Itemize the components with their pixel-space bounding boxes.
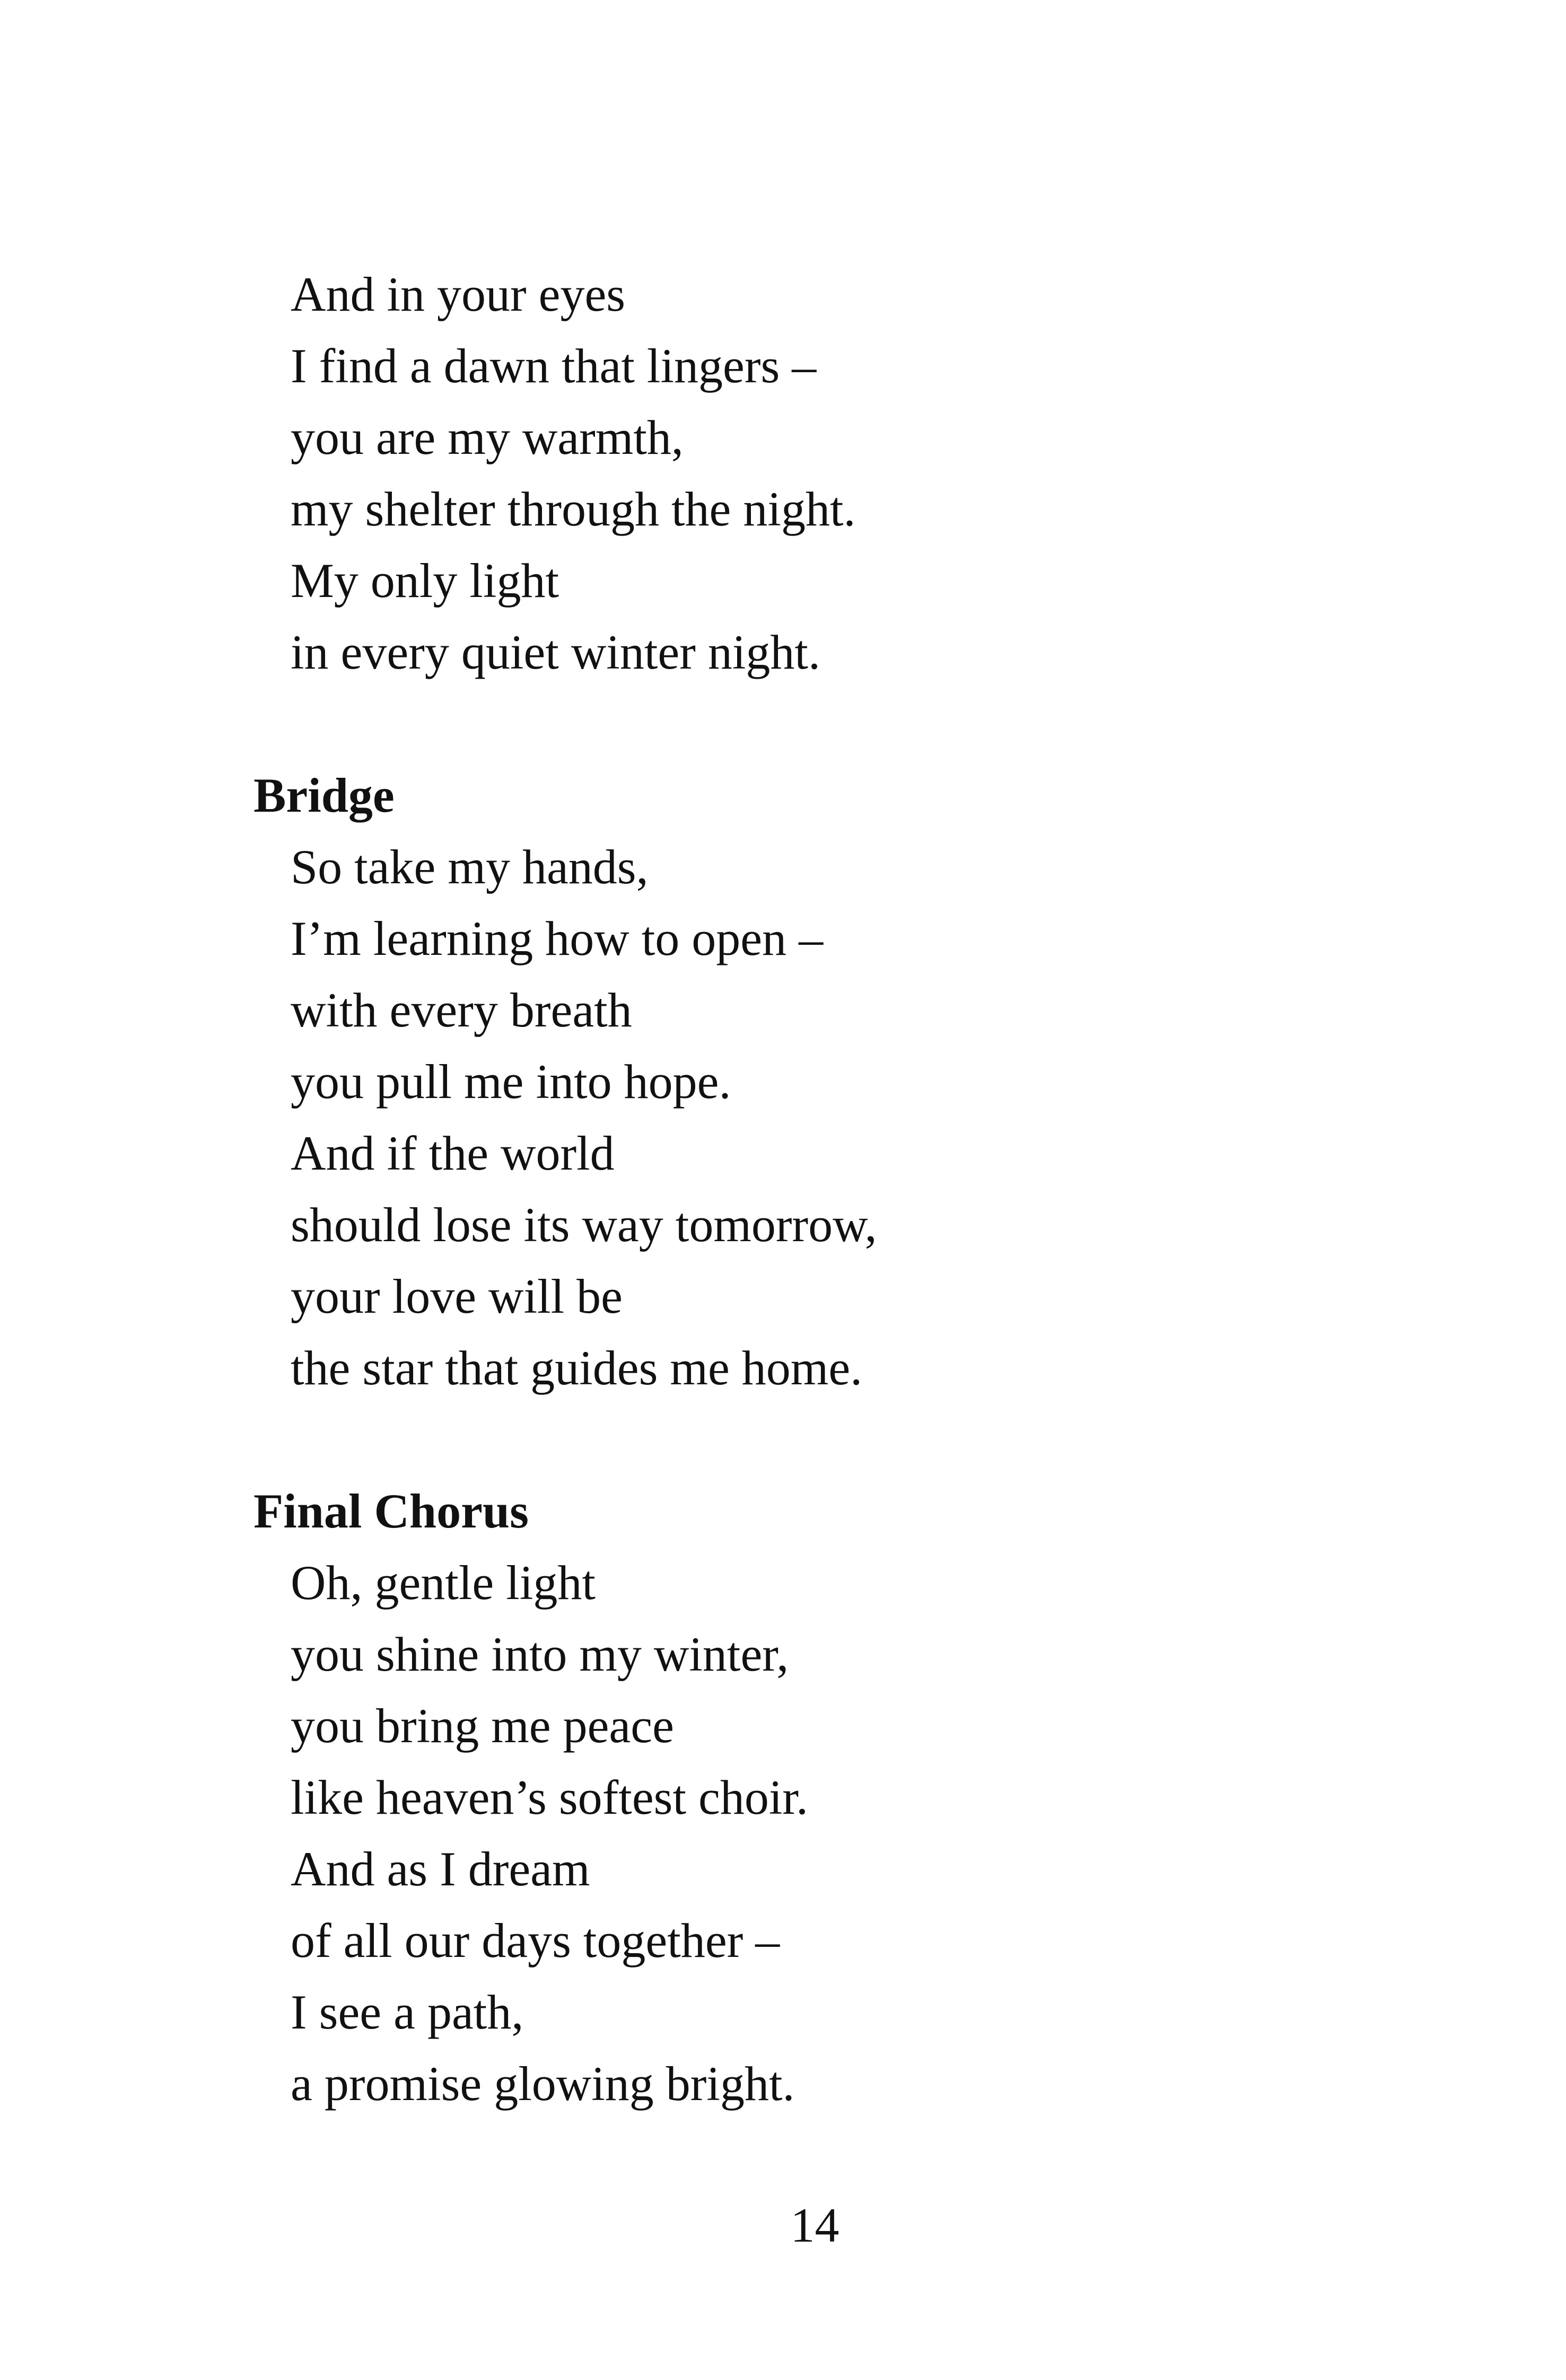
section-heading-final-chorus: Final Chorus — [253, 1484, 529, 1538]
lyrics-body — [253, 259, 1367, 2120]
lyric-line: you bring me peace — [291, 1699, 674, 1753]
lyric-line: you pull me into hope. — [291, 1055, 731, 1109]
lyric-line: my shelter through the night. — [291, 482, 856, 536]
lyric-line: And in your eyes — [291, 267, 626, 321]
stanza-final-chorus — [253, 1476, 1367, 2120]
lyric-line: like heaven’s softest choir. — [291, 1770, 808, 1824]
lyric-line: Oh, gentle light — [291, 1556, 596, 1610]
lyric-line: your love will be — [291, 1269, 623, 1323]
lyric-line: the star that guides me home. — [291, 1341, 863, 1395]
lyric-line: My only light — [291, 554, 559, 608]
section-heading-bridge: Bridge — [253, 768, 395, 822]
lyric-line: of all our days together – — [291, 1913, 780, 1968]
lyric-line: I find a dawn that lingers – — [291, 339, 817, 393]
lyric-line: And if the world — [291, 1126, 615, 1180]
lyric-line: should lose its way tomorrow, — [291, 1198, 877, 1252]
stanza-chorus-end — [253, 259, 1367, 688]
lyric-line: in every quiet winter night. — [291, 625, 820, 679]
lyric-line: I see a path, — [291, 1985, 524, 2039]
lyric-line: I’m learning how to open – — [291, 911, 824, 965]
lyric-line: you are my warmth, — [291, 410, 684, 464]
stanza-bridge — [253, 760, 1367, 1404]
lyric-line: a promise glowing bright. — [291, 2057, 795, 2111]
lyric-line: So take my hands, — [291, 840, 649, 894]
lyric-line: with every breath — [291, 983, 632, 1037]
lyric-line: you shine into my winter, — [291, 1627, 789, 1681]
page-number: 14 — [790, 2198, 839, 2252]
lyric-line: And as I dream — [291, 1842, 590, 1896]
